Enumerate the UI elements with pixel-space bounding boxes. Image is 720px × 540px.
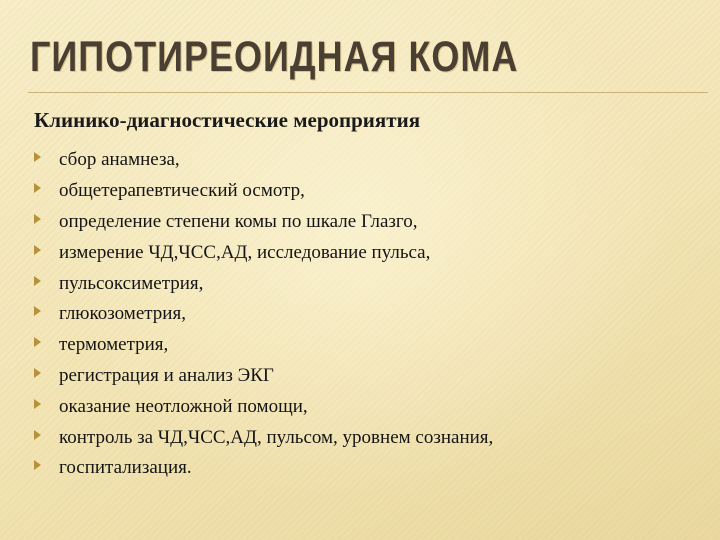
bullet-list [34,145,493,484]
bullet-arrow-icon [34,430,41,440]
list-item-text: термометрия, [59,334,169,356]
bullet-arrow-icon [34,337,41,347]
list-item [34,237,493,268]
list-item [34,176,493,207]
list-item-text: контроль за ЧД,ЧСС,АД, пульсом, уровнем сознания, [59,426,494,448]
list-item-text: определение степени комы по шкале Глазго, [59,210,418,232]
list-item [34,391,493,422]
list-item [34,453,493,484]
list-item-text: пульсоксиметрия, [59,272,204,294]
list-item [34,330,493,361]
bullet-arrow-icon [34,399,41,409]
list-item-text: госпитализация. [59,457,192,479]
list-item [34,299,493,330]
bullet-arrow-icon [34,306,41,316]
list-item-text: оказание неотложной помощи, [59,395,308,417]
list-item [34,361,493,392]
list-item-text: сбор анамнеза, [59,149,180,171]
bullet-arrow-icon [34,368,41,378]
slide-title: ГИПОТИРЕОИДНАЯ КОМА [30,32,519,81]
list-item [34,207,493,238]
list-item [34,422,493,453]
list-item-text: общетерапевтический осмотр, [59,180,305,202]
list-item-text: регистрация и анализ ЭКГ [59,364,274,386]
list-item [34,268,493,299]
list-item-text: измерение ЧД,ЧСС,АД, исследование пульса, [59,241,431,263]
list-item [34,145,493,176]
list-item-text: глюкозометрия, [59,303,186,325]
bullet-arrow-icon [34,214,41,224]
bullet-arrow-icon [34,152,41,162]
bullet-arrow-icon [34,460,41,470]
bullet-arrow-icon [34,183,41,193]
bullet-arrow-icon [34,245,41,255]
slide-subtitle: Клинико-диагностические мероприятия [34,108,421,132]
title-divider [28,92,708,93]
bullet-arrow-icon [34,276,41,286]
